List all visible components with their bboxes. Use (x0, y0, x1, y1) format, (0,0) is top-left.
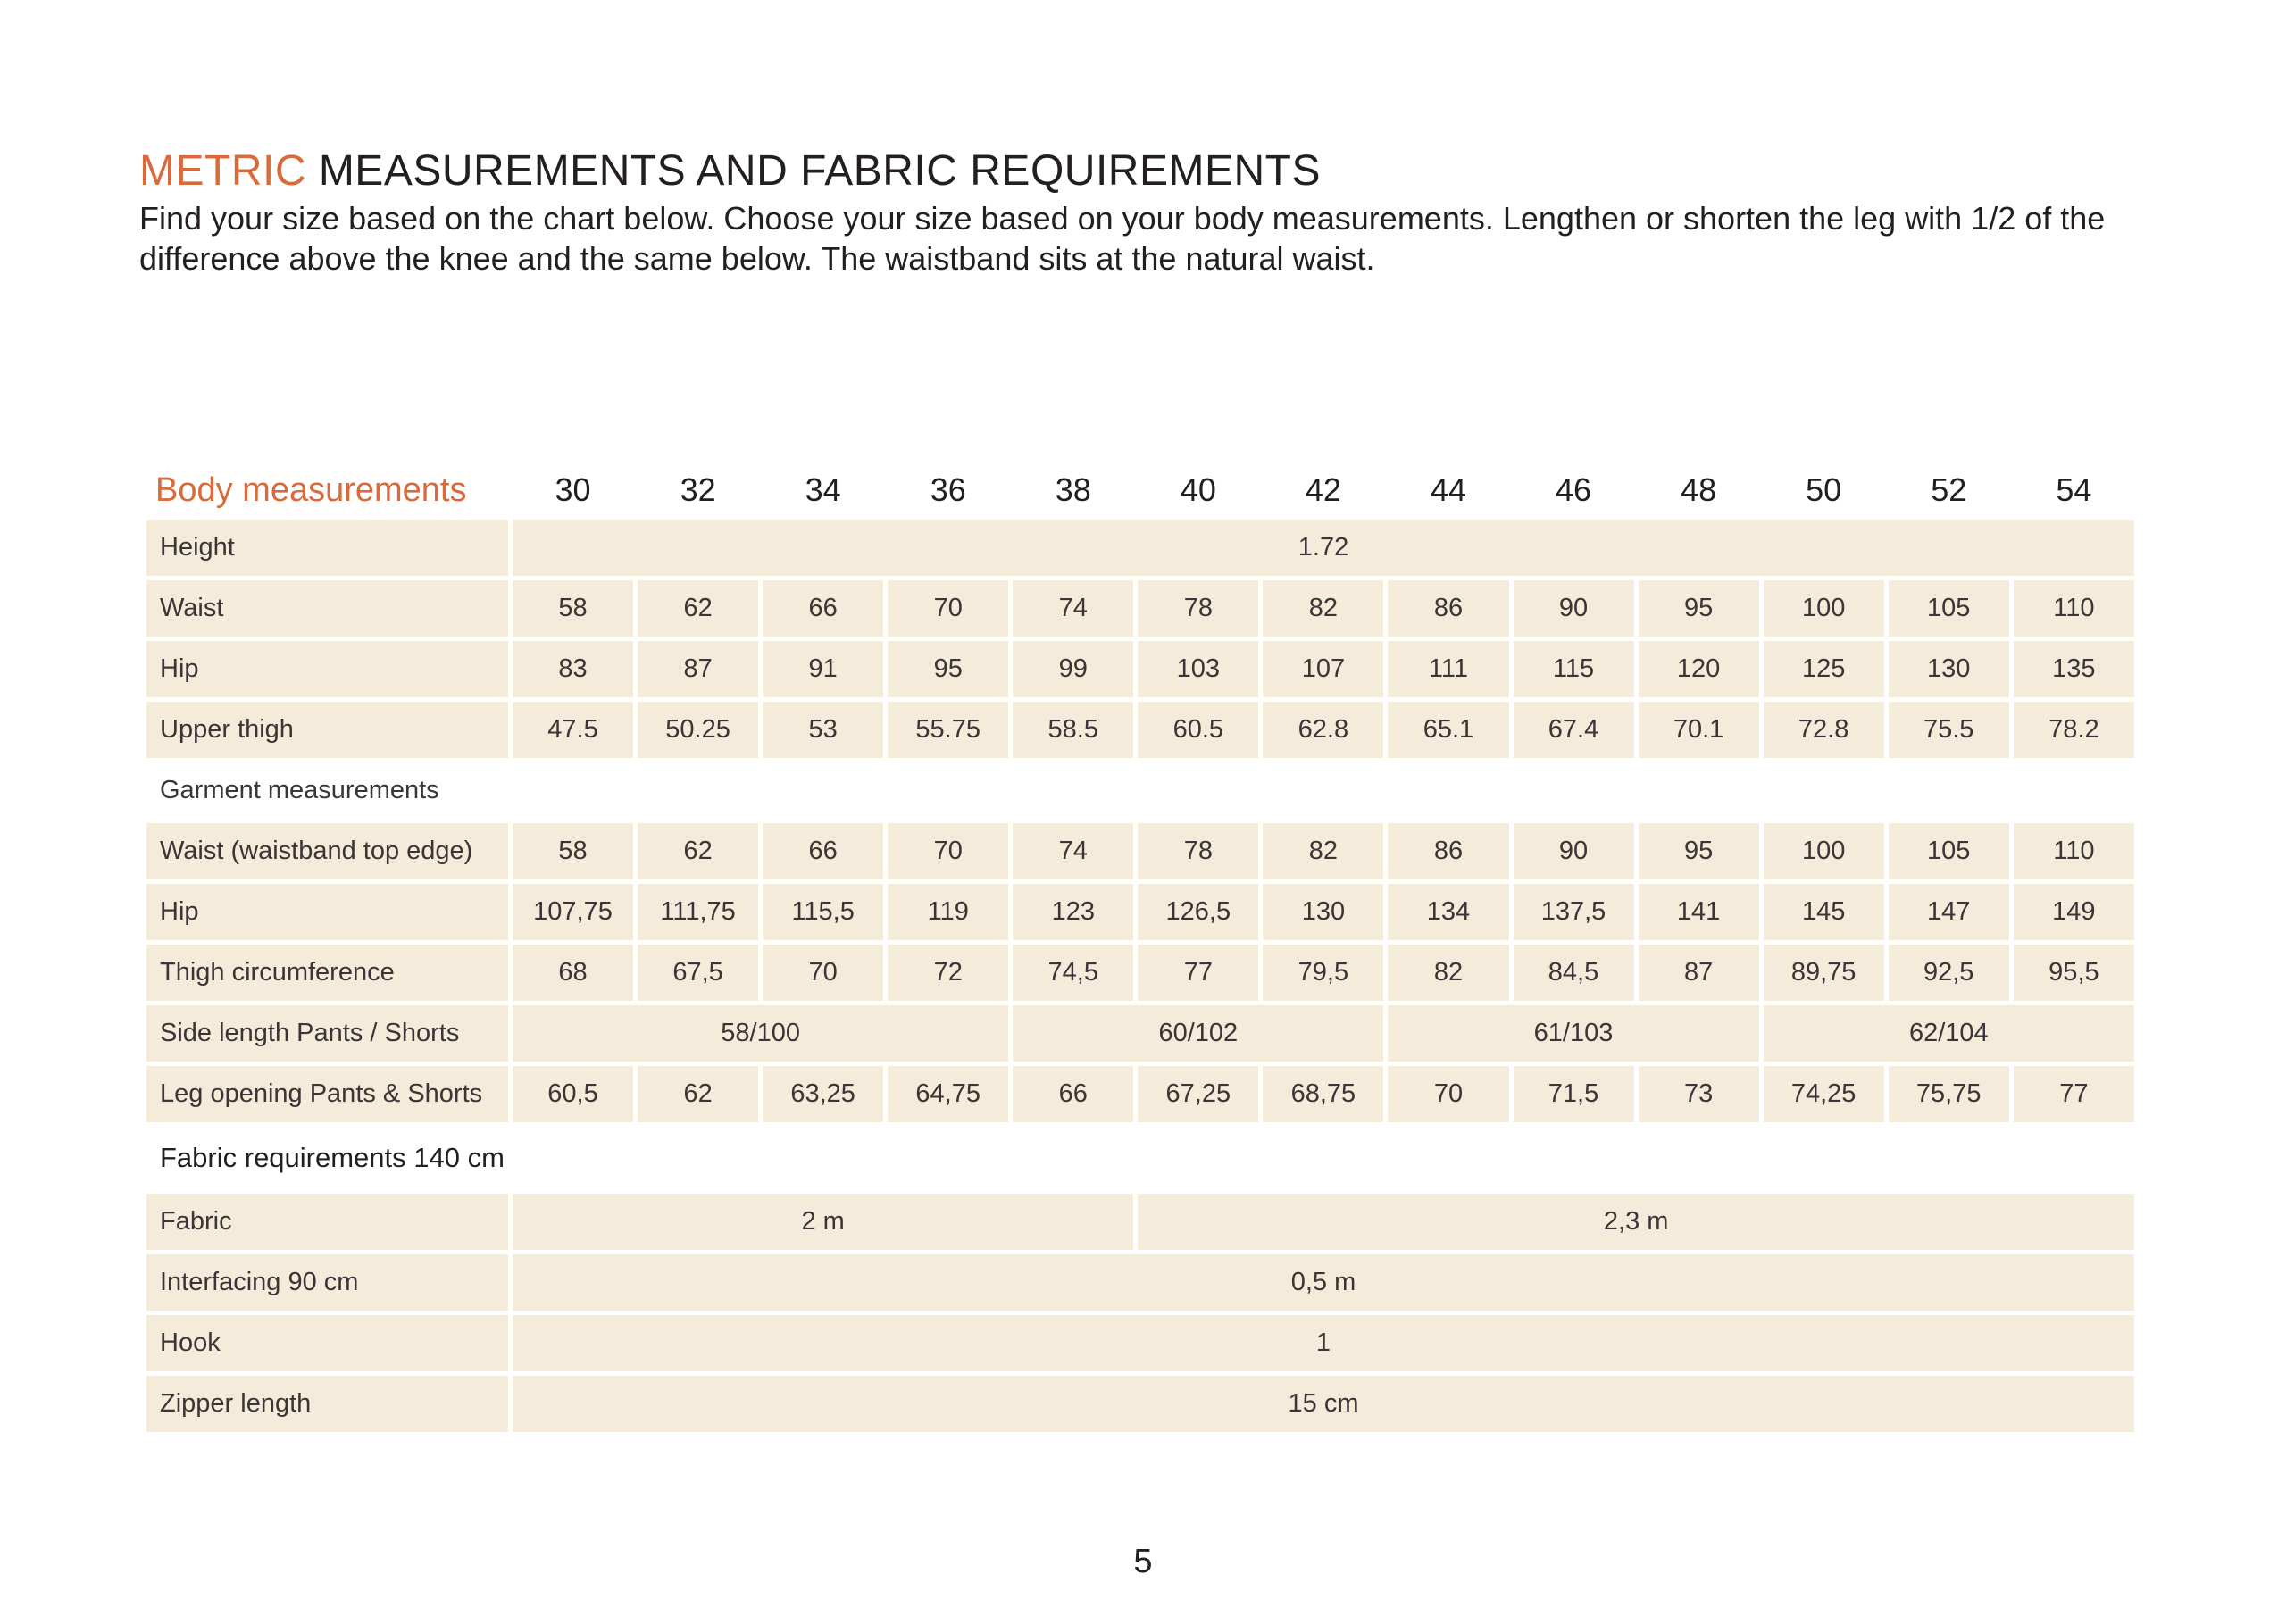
measurement-cell: 86 (1388, 823, 1508, 879)
measurement-cell: 141 (1639, 884, 1759, 940)
title-rest: MEASUREMENTS AND FABRIC REQUIREMENTS (305, 147, 1321, 195)
row-label: Fabric (146, 1194, 508, 1250)
measurement-cell: 65.1 (1388, 702, 1508, 758)
measurement-cell: 110 (2014, 580, 2134, 637)
merged-measurement-cell: 1.72 (513, 520, 2134, 576)
measurement-cell: 83 (513, 641, 633, 697)
measurement-cell: 75,75 (1889, 1066, 2009, 1122)
size-header-row (146, 465, 2134, 515)
merged-measurement-cell: 2 m (513, 1194, 1133, 1250)
measurement-cell: 89,75 (1764, 945, 1884, 1001)
table-row (146, 945, 2134, 1001)
size-header-cell: 32 (680, 471, 716, 508)
measurement-cell: 53 (763, 702, 883, 758)
fabric-requirements-heading-row (146, 1127, 2134, 1189)
measurement-cell: 66 (1013, 1066, 1133, 1122)
row-label: Waist (146, 580, 508, 637)
measurement-cell: 111,75 (638, 884, 758, 940)
table-row (146, 580, 2134, 637)
measurement-cell: 105 (1889, 580, 2009, 637)
measurement-cell: 134 (1388, 884, 1508, 940)
row-label: Hook (146, 1315, 508, 1371)
measurement-cell: 74 (1013, 823, 1133, 879)
measurement-cell: 67,25 (1138, 1066, 1258, 1122)
measurement-cell: 63,25 (763, 1066, 883, 1122)
table-row (146, 884, 2134, 940)
merged-measurement-cell: 15 cm (513, 1376, 2134, 1432)
garment-measurements-heading-row (146, 762, 2134, 819)
measurement-cell: 78.2 (2014, 702, 2134, 758)
size-header-cell: 40 (1180, 471, 1216, 508)
measurement-cell: 67.4 (1514, 702, 1634, 758)
measurement-cell: 82 (1263, 823, 1383, 879)
measurement-cell: 126,5 (1138, 884, 1258, 940)
measurement-cell: 147 (1889, 884, 2009, 940)
size-header-cell: 52 (1931, 471, 1967, 508)
table-row (146, 1315, 2134, 1371)
measurement-cell: 72.8 (1764, 702, 1884, 758)
measurement-cell: 120 (1639, 641, 1759, 697)
measurement-cell: 78 (1138, 823, 1258, 879)
table-row (146, 1066, 2134, 1122)
measurement-cell: 79,5 (1263, 945, 1383, 1001)
row-label: Leg opening Pants & Shorts (146, 1066, 508, 1122)
measurement-cell: 91 (763, 641, 883, 697)
row-label: Hip (146, 884, 508, 940)
row-label: Side length Pants / Shorts (146, 1005, 508, 1062)
measurement-cell: 95,5 (2014, 945, 2134, 1001)
row-label: Waist (waistband top edge) (146, 823, 508, 879)
measurement-cell: 95 (888, 641, 1008, 697)
body-measurements-heading: Body measurements (155, 471, 467, 509)
size-header-cell: 34 (805, 471, 841, 508)
measurement-cell: 74,25 (1764, 1066, 1884, 1122)
measurement-cell: 71,5 (1514, 1066, 1634, 1122)
row-label: Thigh circumference (146, 945, 508, 1001)
size-header-cell: 30 (555, 471, 591, 508)
measurement-cell: 115 (1514, 641, 1634, 697)
measurement-cell: 73 (1639, 1066, 1759, 1122)
measurement-cell: 145 (1764, 884, 1884, 940)
measurement-cell: 110 (2014, 823, 2134, 879)
size-chart-body (146, 520, 2134, 1432)
intro-paragraph: Find your size based on the chart below. Choose your size based on your body measurements. Lengthen or shorten the leg with 1/2 of the difference above the knee and the same below. The waistband sits at the natural waist. (139, 200, 2106, 277)
measurement-cell: 92,5 (1889, 945, 2009, 1001)
measurement-cell: 100 (1764, 580, 1884, 637)
measurement-cell: 68 (513, 945, 633, 1001)
measurement-cell: 62 (638, 580, 758, 637)
page-title (139, 145, 1321, 198)
row-label: Hip (146, 641, 508, 697)
merged-measurement-cell: 0,5 m (513, 1254, 2134, 1311)
size-chart-table (142, 461, 2139, 1437)
measurement-cell: 60,5 (513, 1066, 633, 1122)
measurement-cell: 62 (638, 823, 758, 879)
fabric-requirements-heading: Fabric requirements 140 cm (160, 1142, 505, 1173)
measurement-cell: 66 (763, 823, 883, 879)
measurement-cell: 58 (513, 823, 633, 879)
measurement-cell: 50.25 (638, 702, 758, 758)
size-header-cell: 42 (1305, 471, 1341, 508)
measurement-cell: 70 (1388, 1066, 1508, 1122)
table-row (146, 1194, 2134, 1250)
row-label: Interfacing 90 cm (146, 1254, 508, 1311)
table-row (146, 823, 2134, 879)
table-row (146, 641, 2134, 697)
size-header-cell: 44 (1430, 471, 1466, 508)
row-label: Height (146, 520, 508, 576)
merged-measurement-cell: 62/104 (1764, 1005, 2134, 1062)
size-header-cell: 36 (930, 471, 966, 508)
measurement-cell: 72 (888, 945, 1008, 1001)
measurement-cell: 58 (513, 580, 633, 637)
merged-measurement-cell: 58/100 (513, 1005, 1008, 1062)
garment-measurements-heading: Garment measurements (160, 776, 439, 804)
page-number: 5 (1133, 1543, 1153, 1580)
measurement-cell: 149 (2014, 884, 2134, 940)
measurement-cell: 55.75 (888, 702, 1008, 758)
size-header-cell: 46 (1556, 471, 1592, 508)
measurement-cell: 70 (763, 945, 883, 1001)
measurement-cell: 95 (1639, 823, 1759, 879)
measurement-cell: 70 (888, 823, 1008, 879)
measurement-cell: 82 (1263, 580, 1383, 637)
measurement-cell: 70.1 (1639, 702, 1759, 758)
measurement-cell: 137,5 (1514, 884, 1634, 940)
measurement-cell: 135 (2014, 641, 2134, 697)
measurement-cell: 82 (1388, 945, 1508, 1001)
measurement-cell: 74,5 (1013, 945, 1133, 1001)
table-row (146, 1254, 2134, 1311)
table-row (146, 702, 2134, 758)
measurement-cell: 68,75 (1263, 1066, 1383, 1122)
measurement-cell: 66 (763, 580, 883, 637)
measurement-cell: 107 (1263, 641, 1383, 697)
merged-measurement-cell: 1 (513, 1315, 2134, 1371)
measurement-cell: 100 (1764, 823, 1884, 879)
measurement-cell: 111 (1388, 641, 1508, 697)
merged-measurement-cell: 2,3 m (1138, 1194, 2134, 1250)
measurement-cell: 62 (638, 1066, 758, 1122)
size-header-cell: 54 (2056, 471, 2092, 508)
measurement-cell: 84,5 (1514, 945, 1634, 1001)
measurement-cell: 119 (888, 884, 1008, 940)
measurement-cell: 87 (1639, 945, 1759, 1001)
measurement-cell: 60.5 (1138, 702, 1258, 758)
measurement-cell: 90 (1514, 580, 1634, 637)
table-row (146, 520, 2134, 576)
size-header-cell: 38 (1055, 471, 1091, 508)
measurement-cell: 62.8 (1263, 702, 1383, 758)
size-header-cell: 48 (1681, 471, 1717, 508)
table-row (146, 1376, 2134, 1432)
measurement-cell: 130 (1889, 641, 2009, 697)
measurement-cell: 77 (2014, 1066, 2134, 1122)
measurement-cell: 103 (1138, 641, 1258, 697)
measurement-cell: 107,75 (513, 884, 633, 940)
measurement-cell: 125 (1764, 641, 1884, 697)
merged-measurement-cell: 60/102 (1013, 1005, 1383, 1062)
table-row (146, 1005, 2134, 1062)
measurement-cell: 87 (638, 641, 758, 697)
measurement-cell: 105 (1889, 823, 2009, 879)
merged-measurement-cell: 61/103 (1388, 1005, 1758, 1062)
row-label: Zipper length (146, 1376, 508, 1432)
measurement-cell: 67,5 (638, 945, 758, 1001)
measurement-cell: 86 (1388, 580, 1508, 637)
row-label: Upper thigh (146, 702, 508, 758)
measurement-cell: 47.5 (513, 702, 633, 758)
measurement-cell: 64,75 (888, 1066, 1008, 1122)
measurement-cell: 74 (1013, 580, 1133, 637)
measurement-cell: 78 (1138, 580, 1258, 637)
measurement-cell: 75.5 (1889, 702, 2009, 758)
size-header-cell: 50 (1806, 471, 1842, 508)
measurement-cell: 130 (1263, 884, 1383, 940)
measurement-cell: 90 (1514, 823, 1634, 879)
measurement-cell: 77 (1138, 945, 1258, 1001)
measurement-cell: 58.5 (1013, 702, 1133, 758)
measurement-cell: 123 (1013, 884, 1133, 940)
measurement-cell: 99 (1013, 641, 1133, 697)
title-accent: METRIC (139, 147, 306, 195)
measurement-cell: 115,5 (763, 884, 883, 940)
measurement-cell: 70 (888, 580, 1008, 637)
measurement-cell: 95 (1639, 580, 1759, 637)
